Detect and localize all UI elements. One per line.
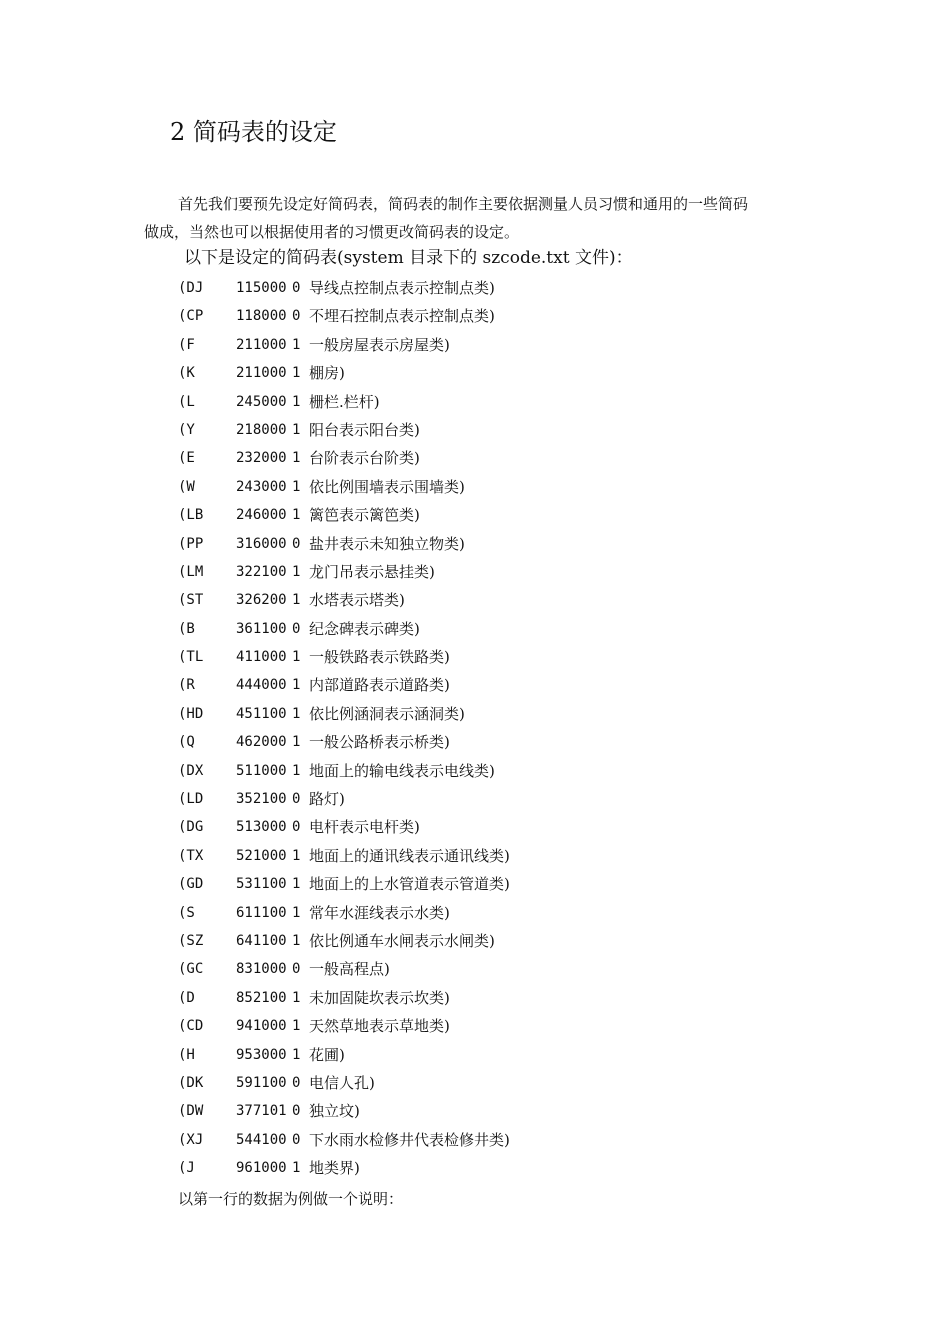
code-description: 天然草地表示草地类) xyxy=(309,1017,450,1036)
code-flag: 0 xyxy=(292,308,301,325)
code-number: 211000 xyxy=(236,336,287,353)
code-description: 一般房屋表示房屋类) xyxy=(309,335,450,354)
code-flag: 0 xyxy=(292,961,301,978)
code-description: 导线点控制点表示控制点类) xyxy=(309,279,495,297)
code-number: 961000 xyxy=(236,1160,287,1177)
code-description: 台阶表示台阶类) xyxy=(309,449,420,468)
code-number: 232000 xyxy=(236,450,287,467)
paragraph-line-2: 做成，当然也可以根据使用者的习惯更改简码表的设定。 xyxy=(144,223,520,241)
code-flag: 1 xyxy=(292,592,301,609)
code-number: 352100 xyxy=(236,791,287,808)
code-number: 245000 xyxy=(236,393,287,410)
code-abbrev: (CP xyxy=(178,308,204,325)
code-row xyxy=(178,586,778,614)
code-abbrev: (GC xyxy=(178,961,204,978)
code-number: 218000 xyxy=(236,421,287,438)
code-row xyxy=(178,671,778,699)
code-description: 地面上的通讯线表示通讯线类) xyxy=(309,846,510,865)
code-flag: 0 xyxy=(292,819,301,836)
code-row xyxy=(178,388,778,416)
code-row xyxy=(178,1041,778,1069)
code-flag: 1 xyxy=(292,365,301,382)
code-description: 篱笆表示篱笆类) xyxy=(309,506,420,525)
code-abbrev: (DG xyxy=(178,819,204,836)
code-description: 棚房) xyxy=(309,364,345,383)
code-description: 一般铁路表示铁路类) xyxy=(309,648,450,667)
code-row xyxy=(178,1097,778,1125)
code-abbrev: (TX xyxy=(178,847,204,864)
code-row xyxy=(178,444,778,472)
code-row xyxy=(178,955,778,983)
code-number: 953000 xyxy=(236,1046,287,1063)
code-abbrev: (Y xyxy=(178,421,195,438)
code-description: 电杆表示电杆类) xyxy=(309,818,420,837)
code-number: 411000 xyxy=(236,649,287,666)
code-abbrev: (ST xyxy=(178,592,204,609)
code-description: 地面上的上水管道表示管道类) xyxy=(309,875,510,894)
code-description: 电信人孔) xyxy=(309,1073,375,1092)
code-description: 下水雨水检修井代表检修井类) xyxy=(309,1130,510,1149)
code-description: 依比例通车水闸表示水闸类) xyxy=(309,931,495,950)
code-row xyxy=(178,870,778,898)
code-abbrev: (DW xyxy=(178,1103,204,1120)
code-description: 盐井表示未知独立物类) xyxy=(309,534,465,553)
code-row xyxy=(178,1069,778,1097)
code-row xyxy=(178,899,778,927)
code-abbrev: (K xyxy=(178,365,195,382)
code-row xyxy=(178,643,778,671)
code-abbrev: (D xyxy=(178,989,195,1006)
code-flag: 1 xyxy=(292,734,301,751)
code-number: 115000 xyxy=(236,280,287,296)
code-flag: 1 xyxy=(292,563,301,580)
code-row xyxy=(178,728,778,756)
code-row xyxy=(178,331,778,359)
code-description: 依比例涵洞表示涵洞类) xyxy=(309,704,465,723)
code-abbrev: (Q xyxy=(178,734,195,751)
code-row xyxy=(178,1012,778,1040)
code-abbrev: (DK xyxy=(178,1074,204,1091)
code-flag: 1 xyxy=(292,1160,301,1177)
code-row xyxy=(178,1154,778,1182)
code-description: 依比例围墙表示围墙类) xyxy=(309,477,465,496)
code-table-intro: 以下是设定的简码表(system 目录下的 szcode.txt 文件)： xyxy=(184,248,633,268)
code-flag: 1 xyxy=(292,478,301,495)
code-flag: 1 xyxy=(292,450,301,467)
code-row xyxy=(178,501,778,529)
code-row xyxy=(178,813,778,841)
code-number: 444000 xyxy=(236,677,287,694)
code-number: 641100 xyxy=(236,932,287,949)
code-flag: 0 xyxy=(292,280,301,296)
code-number: 361100 xyxy=(236,620,287,637)
code-abbrev: (HD xyxy=(178,705,204,722)
code-description: 龙门吊表示悬挂类) xyxy=(309,562,435,581)
code-abbrev: (LB xyxy=(178,507,204,524)
code-number: 941000 xyxy=(236,1018,287,1035)
code-flag: 1 xyxy=(292,1046,301,1063)
code-number: 377101 xyxy=(236,1103,287,1120)
code-description: 地面上的输电线表示电线类) xyxy=(309,761,495,780)
code-flag: 0 xyxy=(292,1103,301,1120)
code-description: 一般高程点) xyxy=(309,960,390,979)
code-number: 591100 xyxy=(236,1074,287,1091)
code-flag: 1 xyxy=(292,989,301,1006)
intro-paragraph xyxy=(144,190,824,246)
code-row xyxy=(178,302,778,330)
code-description: 一般公路桥表示桥类) xyxy=(309,733,450,752)
code-flag: 0 xyxy=(292,620,301,637)
code-row xyxy=(178,984,778,1012)
code-flag: 1 xyxy=(292,904,301,921)
section-heading: 2 简码表的设定 xyxy=(170,118,337,146)
code-abbrev: (LD xyxy=(178,791,204,808)
code-abbrev: (SZ xyxy=(178,932,204,949)
paragraph-line-1: 首先我们要预先设定好简码表，简码表的制作主要依据测量人员习惯和通用的一些简码 xyxy=(178,195,749,213)
code-flag: 1 xyxy=(292,649,301,666)
code-abbrev: (DX xyxy=(178,762,204,779)
code-number: 611100 xyxy=(236,904,287,921)
code-number: 451100 xyxy=(236,705,287,722)
code-row xyxy=(178,558,778,586)
code-abbrev: (S xyxy=(178,904,195,921)
code-abbrev: (GD xyxy=(178,876,204,893)
code-number: 246000 xyxy=(236,507,287,524)
code-abbrev: (LM xyxy=(178,563,204,580)
code-abbrev: (R xyxy=(178,677,195,694)
code-abbrev: (W xyxy=(178,478,195,495)
code-flag: 1 xyxy=(292,421,301,438)
code-number: 326200 xyxy=(236,592,287,609)
code-row xyxy=(178,530,778,558)
code-description: 阳台表示阳台类) xyxy=(309,420,420,439)
code-abbrev: (TL xyxy=(178,649,204,666)
code-abbrev: (PP xyxy=(178,535,204,552)
code-abbrev: (F xyxy=(178,336,195,353)
code-abbrev: (E xyxy=(178,450,195,467)
code-description: 纪念碑表示碑类) xyxy=(309,619,420,638)
code-flag: 1 xyxy=(292,932,301,949)
code-number: 531100 xyxy=(236,876,287,893)
code-number: 852100 xyxy=(236,989,287,1006)
code-abbrev: (DJ xyxy=(178,280,204,296)
code-abbrev: (B xyxy=(178,620,195,637)
code-flag: 1 xyxy=(292,705,301,722)
code-description: 地类界) xyxy=(309,1159,360,1178)
code-flag: 0 xyxy=(292,1074,301,1091)
code-number: 831000 xyxy=(236,961,287,978)
code-number: 211000 xyxy=(236,365,287,382)
code-flag: 1 xyxy=(292,762,301,779)
code-flag: 1 xyxy=(292,393,301,410)
code-row xyxy=(178,473,778,501)
code-row xyxy=(178,757,778,785)
code-row xyxy=(178,615,778,643)
code-row xyxy=(178,359,778,387)
code-flag: 1 xyxy=(292,876,301,893)
code-number: 521000 xyxy=(236,847,287,864)
code-flag: 1 xyxy=(292,1018,301,1035)
code-number: 118000 xyxy=(236,308,287,325)
code-flag: 1 xyxy=(292,847,301,864)
code-abbrev: (XJ xyxy=(178,1131,204,1148)
code-number: 511000 xyxy=(236,762,287,779)
code-description: 未加固陡坎表示坎类) xyxy=(309,988,450,1007)
code-description: 路灯) xyxy=(309,790,345,809)
code-description: 独立坟) xyxy=(309,1102,360,1121)
code-row xyxy=(178,842,778,870)
code-number: 544100 xyxy=(236,1131,287,1148)
code-number: 316000 xyxy=(236,535,287,552)
code-flag: 0 xyxy=(292,1131,301,1148)
code-description: 栅栏.栏杆) xyxy=(309,392,380,411)
code-number: 322100 xyxy=(236,563,287,580)
code-description: 花圃) xyxy=(309,1045,345,1064)
code-row xyxy=(178,785,778,813)
code-row xyxy=(178,927,778,955)
code-abbrev: (J xyxy=(178,1160,195,1177)
code-description: 水塔表示塔类) xyxy=(309,591,405,610)
code-number: 243000 xyxy=(236,478,287,495)
code-row xyxy=(178,274,778,302)
code-flag: 1 xyxy=(292,507,301,524)
code-abbrev: (CD xyxy=(178,1018,204,1035)
code-table xyxy=(178,274,778,1183)
code-description: 不埋石控制点表示控制点类) xyxy=(309,307,495,326)
code-description: 内部道路表示道路类) xyxy=(309,676,450,695)
code-number: 513000 xyxy=(236,819,287,836)
code-description: 常年水涯线表示水类) xyxy=(309,903,450,922)
code-flag: 1 xyxy=(292,336,301,353)
code-flag: 1 xyxy=(292,677,301,694)
code-abbrev: (L xyxy=(178,393,195,410)
code-abbrev: (H xyxy=(178,1046,195,1063)
code-row xyxy=(178,700,778,728)
closing-line: 以第一行的数据为例做一个说明： xyxy=(178,1190,404,1208)
code-row xyxy=(178,416,778,444)
code-flag: 0 xyxy=(292,791,301,808)
code-flag: 0 xyxy=(292,535,301,552)
code-row xyxy=(178,1126,778,1154)
code-number: 462000 xyxy=(236,734,287,751)
